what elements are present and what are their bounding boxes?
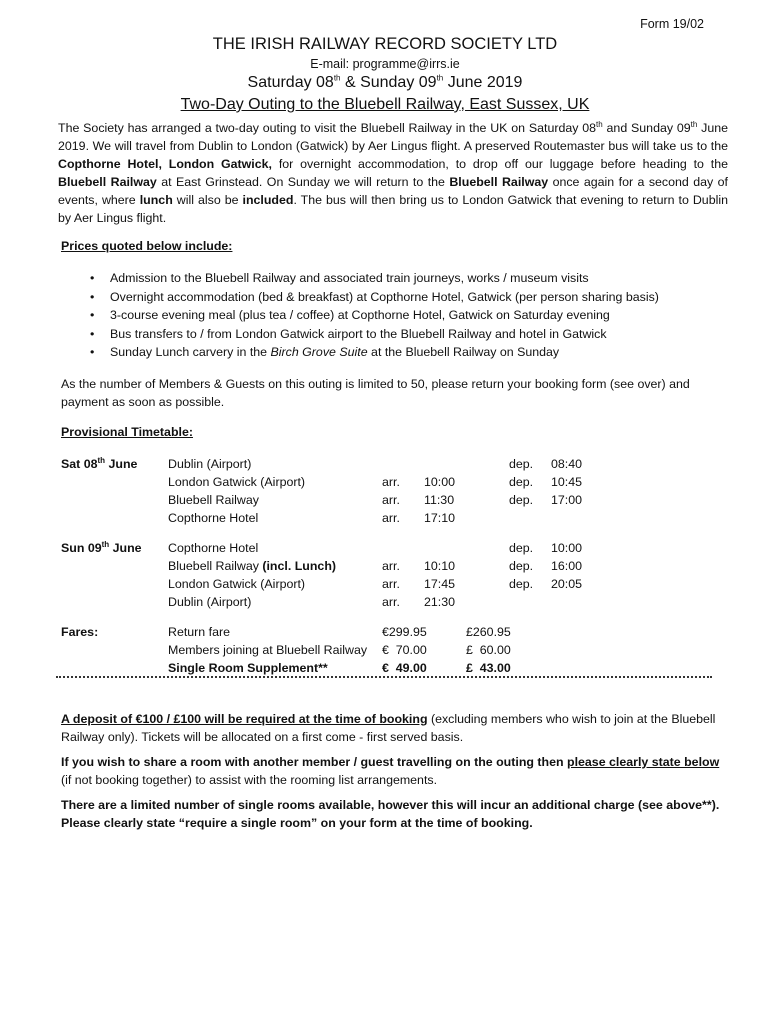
schedule-row: Copthorne Hotel dep. 10:00 [168, 541, 583, 555]
cut-line-divider [56, 676, 712, 682]
price-item: • Admission to the Bluebell Railway and associated train journeys, works / museum visits [61, 269, 741, 288]
fares-table [0, 623, 770, 677]
price-item: • Sunday Lunch carvery in the Birch Grove Suite at the Bluebell Railway on Sunday [61, 343, 741, 362]
single-room-note: There are a limited number of single rooms available, however this will incur an additional charge (see above**). Please clearly state “require a single room” on your form at the time of booking. [61, 798, 720, 830]
schedule-row: London Gatwick (Airport) arr. 17:45 dep. 20:05 [168, 577, 583, 591]
schedule-row: Dublin (Airport) dep. 08:40 [168, 457, 583, 471]
prices-list [61, 269, 741, 362]
fare-row: Return fare €299.95 £260.95 [168, 625, 511, 639]
room-share-note: If you wish to share a room with another member / guest travelling on the outing then please clearly state below (if not booking together) to assist with the rooming list arrangements. [61, 755, 720, 787]
fare-row: Single Room Supplement** € 49.00 £ 43.00 [168, 661, 511, 675]
schedule-row: London Gatwick (Airport) arr. 10:00 dep. 10:45 [168, 475, 583, 489]
sat-schedule [0, 455, 770, 527]
timetable-heading: Provisional Timetable: [61, 425, 193, 439]
contact-email: E-mail: programme@irrs.ie [310, 57, 460, 71]
outing-title: Two-Day Outing to the Bluebell Railway, East Sussex, UK [180, 96, 590, 113]
sat-label: Sat 08th June [61, 455, 138, 471]
price-item: • 3-course evening meal (plus tea / coffee) at Copthorne Hotel, Gatwick on Saturday evening [61, 306, 741, 325]
limit-paragraph: As the number of Members & Guests on this outing is limited to 50, please return your booking form (see over) and payment as soon as possible. [61, 377, 690, 409]
schedule-row: Dublin (Airport) arr. 21:30 [168, 595, 456, 609]
schedule-row: Bluebell Railway arr. 11:30 dep. 17:00 [168, 493, 583, 507]
prices-heading: Prices quoted below include: [61, 239, 233, 253]
price-item: • Overnight accommodation (bed & breakfast) at Copthorne Hotel, Gatwick (per person sharing basis) [61, 288, 741, 307]
price-item: • Bus transfers to / from London Gatwick airport to the Bluebell Railway and hotel in Gatwick [61, 325, 741, 344]
sun-label: Sun 09th June [61, 539, 142, 555]
fares-label: Fares: [61, 625, 99, 639]
schedule-row: Bluebell Railway (incl. Lunch) arr. 10:10 dep. 16:00 [168, 559, 583, 573]
outing-dates: Saturday 08th & Sunday 09th June 2019 [247, 73, 523, 91]
fare-row: Members joining at Bluebell Railway € 70.00 £ 60.00 [168, 643, 511, 657]
deposit-note: A deposit of €100 / £100 will be required at the time of booking (excluding members who wish to join at the Bluebell Railway only). Tickets will be allocated on a first come - first served basis. [61, 712, 716, 744]
form-number: Form 19/02 [640, 17, 704, 31]
schedule-row: Copthorne Hotel arr. 17:10 [168, 511, 456, 525]
sun-schedule [0, 539, 770, 611]
page-title: THE IRISH RAILWAY RECORD SOCIETY LTD [212, 35, 558, 53]
intro-paragraph: The Society has arranged a two-day outing to visit the Bluebell Railway in the UK on Saturday 08th and Sunday 09th June 2019. We will travel from Dublin to London (Gatwick) by Aer Lingus flight. A preserved Routemaster bus will take us to the Copthorne Hotel, London Gatwick, for overnight accommodation, to drop off our luggage before heading to the Bluebell Railway at East Grinstead. On Sunday we will return to the Bluebell Railway once again for a second day of events, where lunch will also be included. The bus will then bring us to London Gatwick that evening to return to Dublin by Aer Lingus flight. [58, 119, 729, 225]
